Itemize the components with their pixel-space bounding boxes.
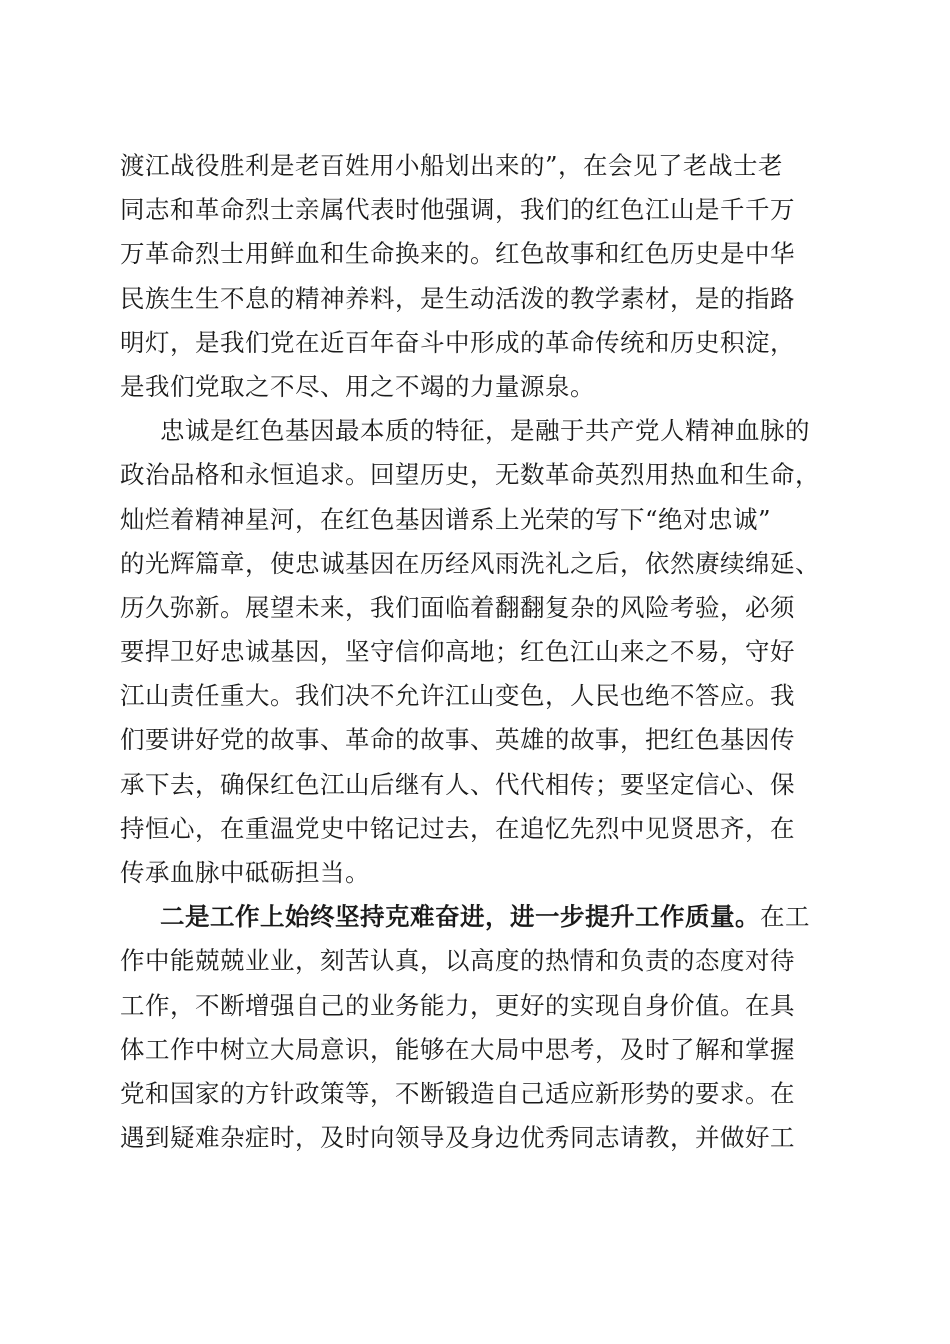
- paragraph-line: 万革命烈士用鲜血和生命换来的。红色故事和红色历史是中华: [120, 239, 795, 269]
- paragraph-line: 要捍卫好忠诚基因，坚守信仰高地；红色江山来之不易，守好: [120, 637, 795, 667]
- paragraph-line: 党和国家的方针政策等，不断锻造自己适应新形势的要求。在: [120, 1078, 795, 1108]
- section-heading: 二是工作上始终坚持克难奋进，进一步提升工作质量。: [160, 902, 760, 932]
- paragraph-line: 渡江战役胜利是老百姓用小船划出来的”，在会见了老战士老: [120, 151, 784, 180]
- document-body: [120, 144, 824, 1160]
- paragraph-line: 政治品格和永恒追求。回望历史，无数革命英烈用热血和生命，: [120, 460, 820, 490]
- paragraph-line: 同志和革命烈士亲属代表时他强调，我们的红色江山是千千万: [120, 195, 795, 225]
- paragraph-line: 忠诚是红色基因最本质的特征，是融于共产党人精神血脉的: [160, 416, 810, 446]
- paragraph-first-line: [120, 895, 824, 939]
- paragraph-line: 的光辉篇章，使忠诚基因在历经风雨洗礼之后，依然赓续绵延、: [120, 548, 820, 578]
- paragraph-line: 遇到疑难杂症时，及时向领导及身边优秀同志请教，并做好工: [120, 1123, 795, 1153]
- paragraph-line: 作中能兢兢业业，刻苦认真，以高度的热情和负责的态度对待: [120, 946, 795, 976]
- paragraph-3: [120, 895, 824, 1160]
- paragraph-line: 承下去，确保红色江山后继有人、代代相传；要坚定信心、保: [120, 769, 795, 799]
- paragraph-line: 民族生生不息的精神养料，是生动活泼的教学素材，是的指路: [120, 283, 795, 313]
- paragraph-line: 江山责任重大。我们决不允许江山变色，人民也绝不答应。我: [120, 681, 795, 711]
- paragraph-line: 工作，不断增强自己的业务能力，更好的实现自身价值。在具: [120, 990, 795, 1020]
- paragraph-line: 历久弥新。展望未来，我们面临着翻翻复杂的风险考验，必须: [120, 592, 795, 622]
- paragraph-1: [120, 144, 824, 409]
- paragraph-line: 是我们党取之不尽、用之不竭的力量源泉。: [120, 371, 595, 401]
- paragraph-line: 们要讲好党的故事、革命的故事、英雄的故事，把红色基因传: [120, 725, 795, 755]
- paragraph-line: 明灯，是我们党在近百年奋斗中形成的革命传统和历史积淀，: [120, 327, 795, 357]
- paragraph-line: 灿烂着精神星河，在红色基因谱系上光荣的写下“绝对忠诚”: [120, 504, 772, 534]
- paragraph-line: 传承血脉中砥砺担当。: [120, 858, 370, 887]
- paragraph-line: 体工作中树立大局意识，能够在大局中思考，及时了解和掌握: [120, 1034, 795, 1064]
- paragraph-line: 持恒心，在重温党史中铭记过去，在追忆先烈中见贤思齐，在: [120, 813, 795, 843]
- heading-tail: 在工: [760, 902, 810, 932]
- paragraph-2: [120, 409, 824, 895]
